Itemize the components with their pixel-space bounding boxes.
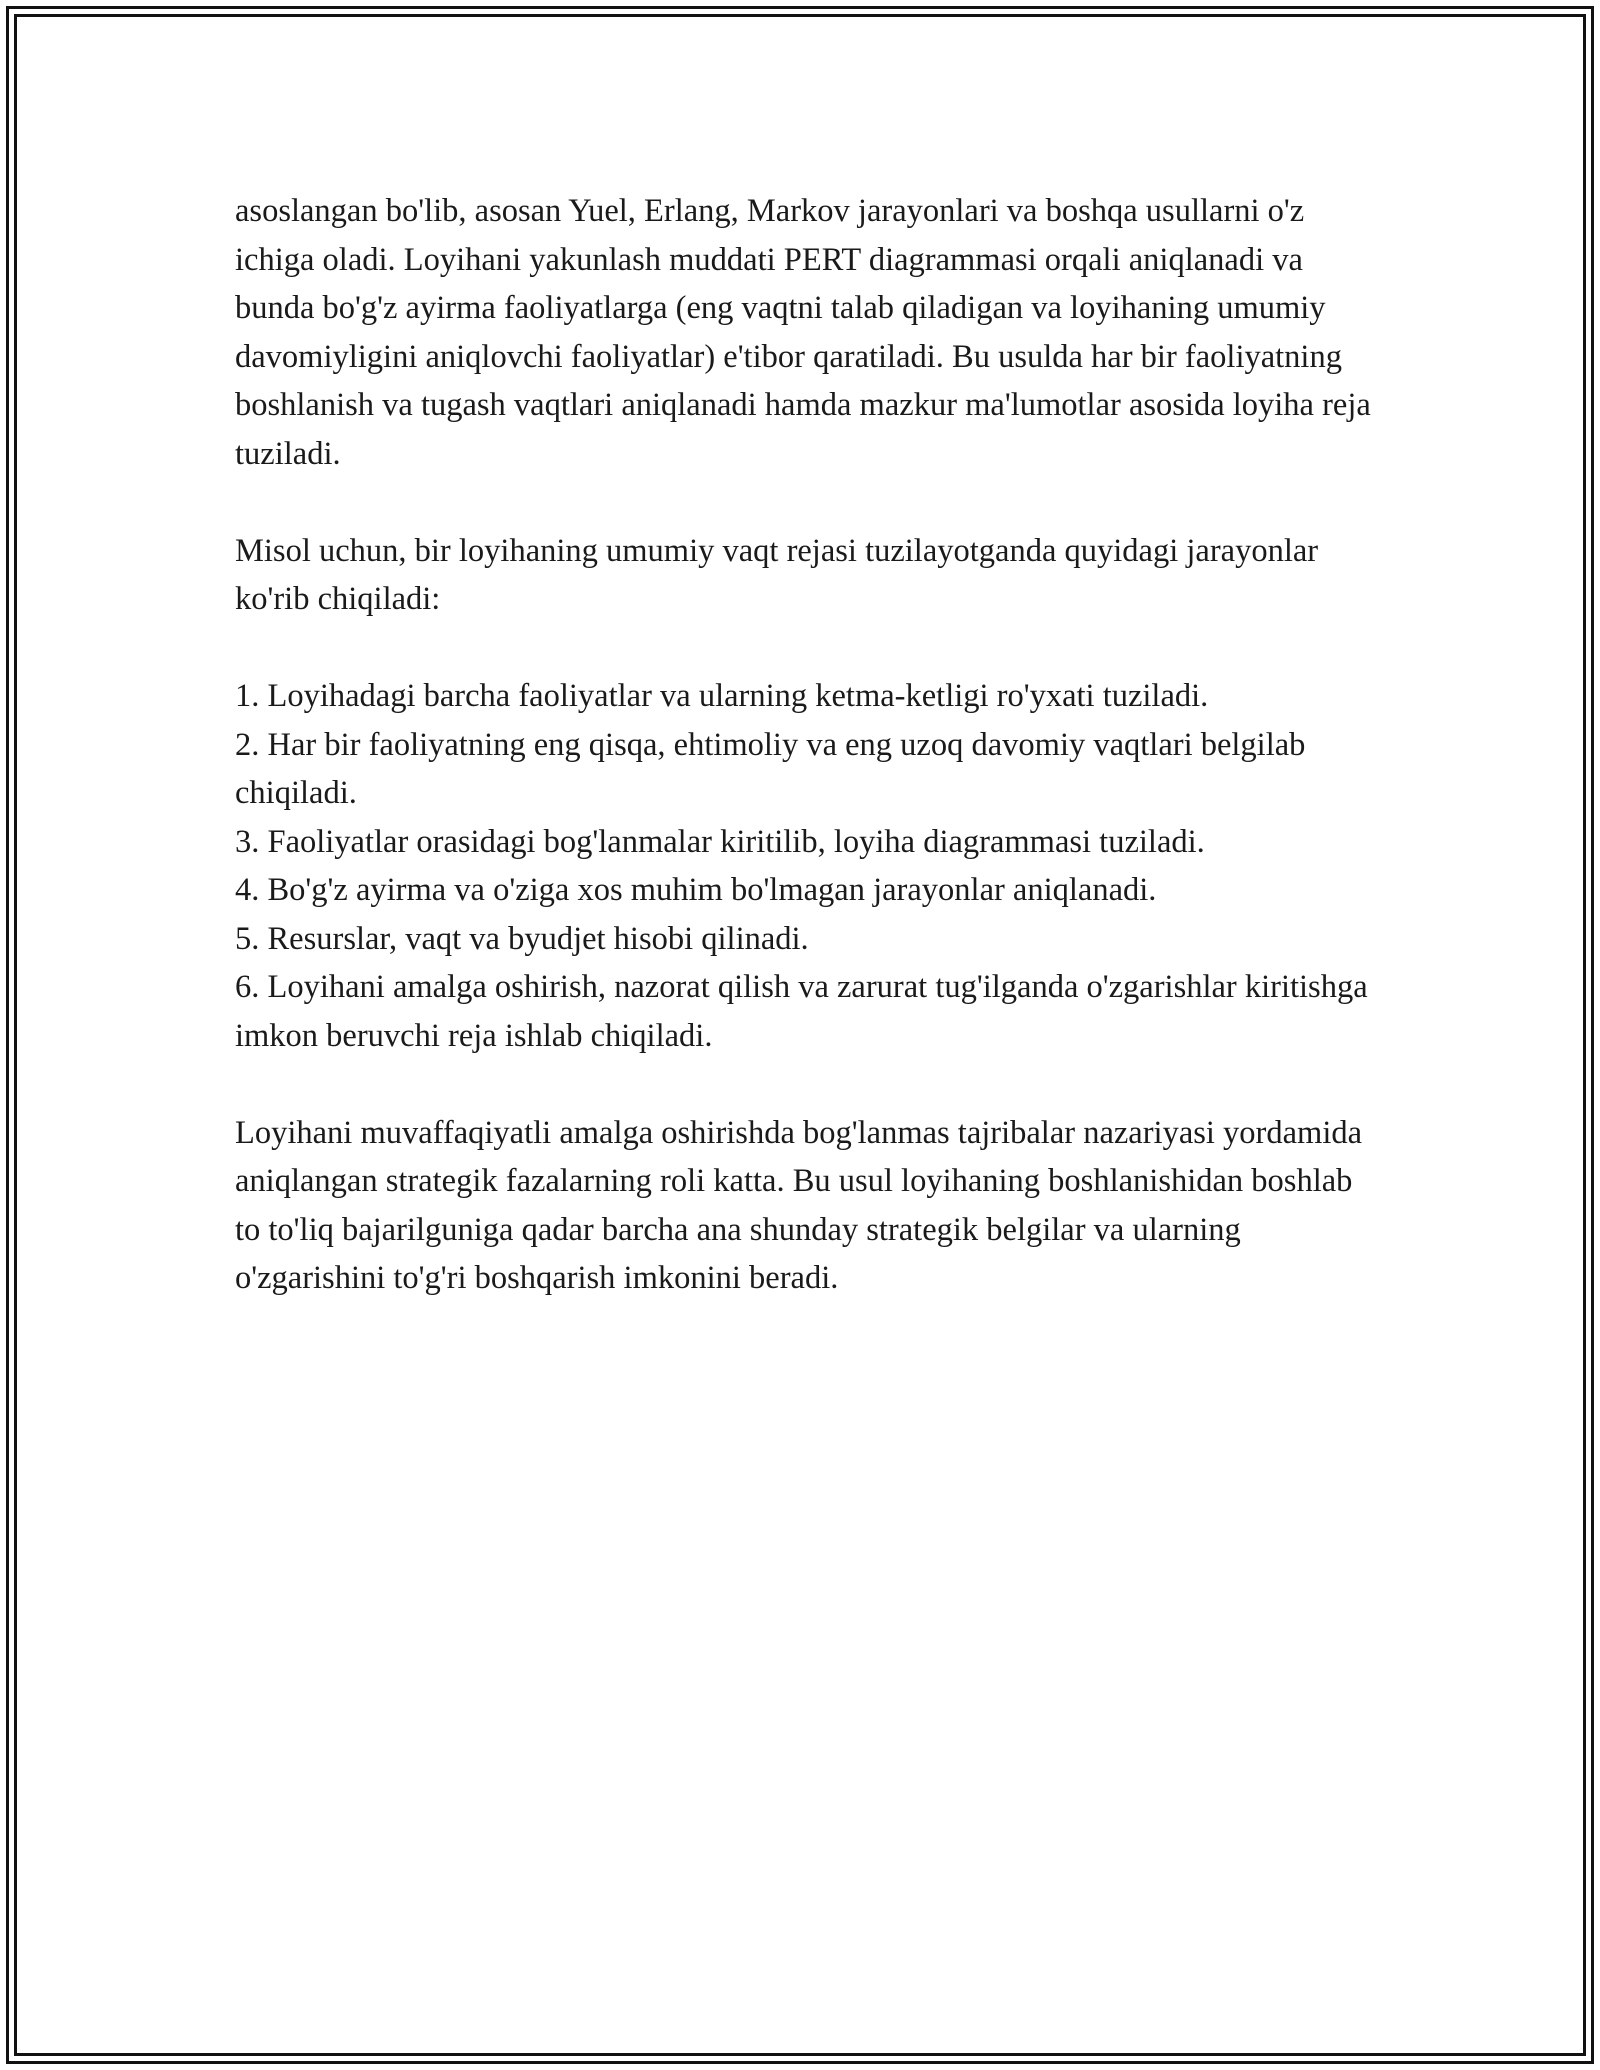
list-item: 3. Faoliyatlar orasidagi bog'lanmalar kiritilib, loyiha diagrammasi tuziladi. (235, 823, 1205, 860)
list-item: 6. Loyihani amalga oshirish, nazorat qilish va zarurat tug'ilganda o'zgarishlar kiritishga imkon beruvchi reja ishlab chiqiladi. (235, 969, 1368, 1054)
document-body (235, 187, 1385, 1303)
list-item: 5. Resurslar, vaqt va byudjet hisobi qilinadi. (235, 920, 809, 957)
list-item: 2. Har bir faoliyatning eng qisqa, ehtimoliy va eng uzoq davomiy vaqtlari belgilab chiqiladi. (235, 726, 1306, 811)
paragraph-intro: asoslangan bo'lib, asosan Yuel, Erlang, Markov jarayonlari va boshqa usullarni o'z ichiga oladi. Loyihani yakunlash muddati PERT diagrammasi orqali aniqlanadi va bunda bo'g'z ayirma faoliyatlarga (eng vaqtni talab qiladigan va loyihaning umumiy davomiyligini aniqlovchi faoliyatlar) e'tibor qaratiladi. Bu usulda har bir faoliyatning boshlanish va tugash vaqtlari aniqlanadi hamda mazkur ma'lumotlar asosida loyiha reja tuziladi. (235, 193, 1371, 472)
list-item: 1. Loyihadagi barcha faoliyatlar va ularning ketma-ketligi ro'yxati tuziladi. (235, 678, 1209, 714)
paragraph-conclusion: Loyihani muvaffaqiyatli amalga oshirishda bog'lanmas tajribalar nazariyasi yordamida aniqlangan strategik fazalarning roli katta. Bu usul loyihaning boshlanishidan boshlab to to'liq bajarilguniga qadar barcha ana shunday strategik belgilar va ularning o'zgarishini to'g'ri boshqarish imkonini beradi. (235, 1114, 1363, 1296)
numbered-list (235, 672, 1385, 1060)
list-item: 4. Bo'g'z ayirma va o'ziga xos muhim bo'lmagan jarayonlar aniqlanadi. (235, 872, 1157, 908)
paragraph-spacer (235, 478, 1385, 527)
paragraph-spacer (235, 1060, 1385, 1109)
paragraph-spacer (235, 624, 1385, 673)
paragraph-example: Misol uchun, bir loyihaning umumiy vaqt rejasi tuzilayotganda quyidagi jarayonlar ko'rib chiqiladi: (235, 532, 1319, 617)
